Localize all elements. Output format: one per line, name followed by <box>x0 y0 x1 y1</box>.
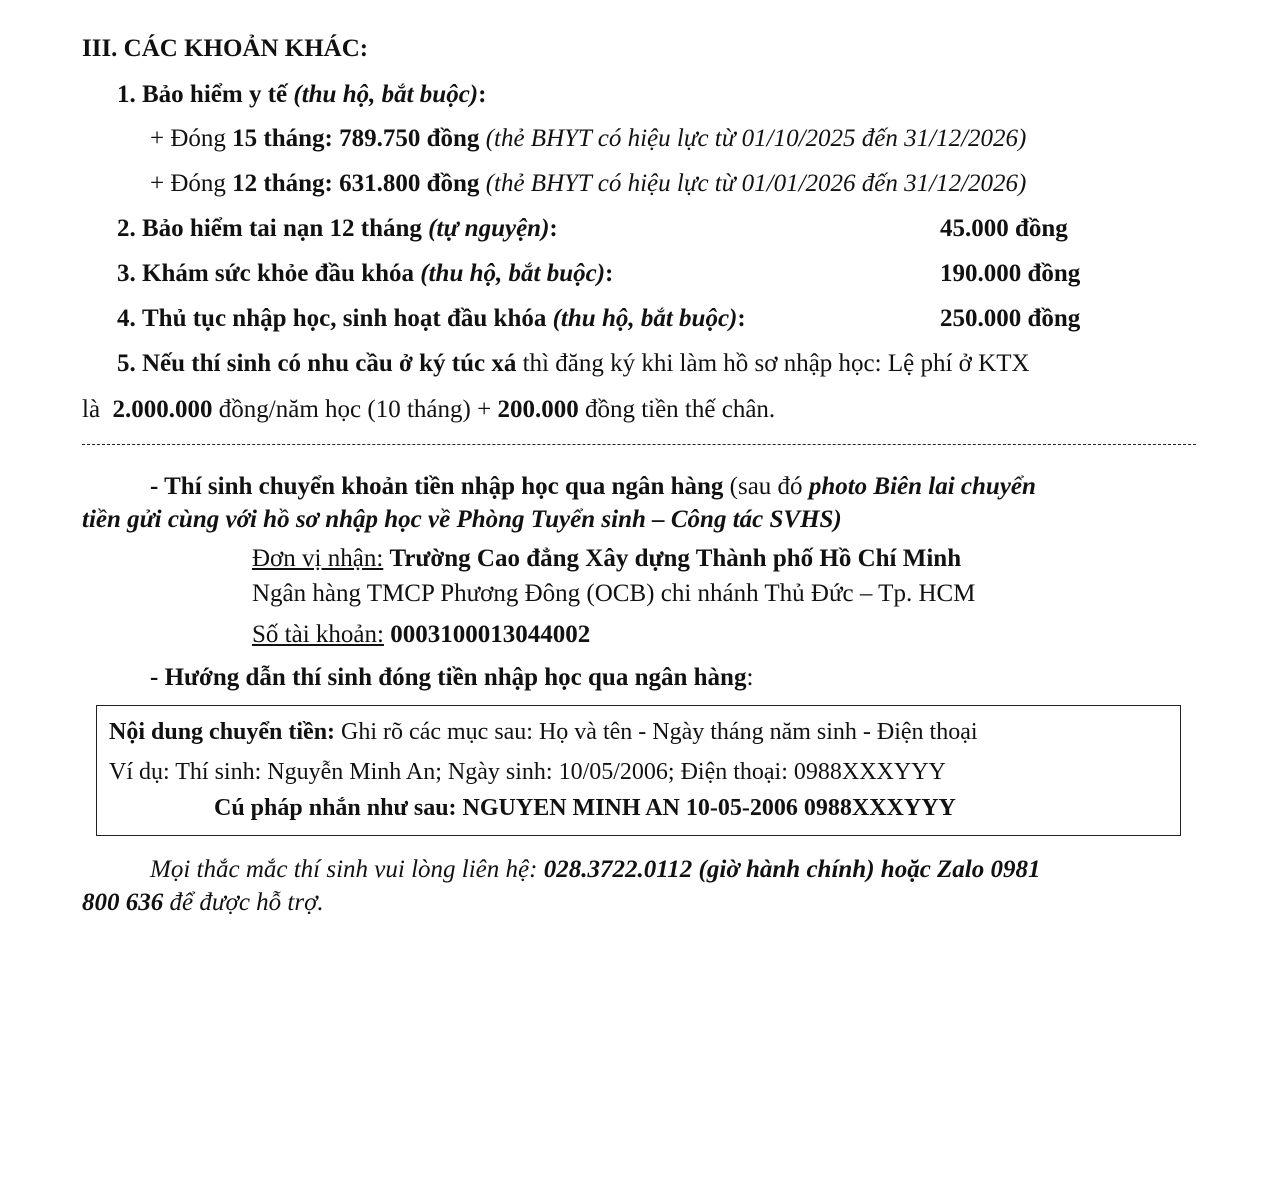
transfer-italic-1: photo Biên lai chuyển <box>808 473 1036 500</box>
item-5-line-1 <box>117 351 1030 376</box>
item-1-option-12 <box>150 171 1026 196</box>
item-2-heading <box>117 216 558 241</box>
contact-line-2 <box>82 890 324 915</box>
option-12-note: (thẻ BHYT có hiệu lực từ 01/01/2026 đến 31/12/2026) <box>485 170 1027 197</box>
item-5-line2-pre: là <box>82 396 101 423</box>
account-label: Số tài khoản: <box>252 621 384 648</box>
transfer-title: - Thí sinh chuyển khoản tiền nhập học qua ngân hàng <box>150 473 724 500</box>
contact-text: Mọi thắc mắc thí sinh vui lòng liên hệ: <box>150 856 538 883</box>
guide-colon: : <box>746 664 754 691</box>
contact-zalo-cont: 800 636 <box>82 889 164 916</box>
item-3-label: Khám sức khỏe đầu khóa <box>142 260 415 287</box>
item-2-number: 2. <box>117 215 136 242</box>
section-title: III. CÁC KHOẢN KHÁC: <box>82 35 369 62</box>
box-content-line <box>109 720 978 744</box>
option-15-amount: 789.750 đồng <box>339 125 480 152</box>
dorm-deposit: 200.000 <box>497 396 579 423</box>
item-5-line2-mid: đồng/năm học (10 tháng) + <box>218 396 492 423</box>
item-5-line-2 <box>82 397 775 422</box>
option-15-months: 15 tháng: <box>232 125 333 152</box>
item-1-option-15 <box>150 126 1026 151</box>
box-example: Ví dụ: Thí sinh: Nguyễn Minh An; Ngày sinh: 10/05/2006; Điện thoại: 0988XXXYYY <box>109 759 946 785</box>
item-3-note: (thu hộ, bắt buộc) <box>420 260 606 287</box>
item-2-colon: : <box>549 215 558 242</box>
contact-tail: để được hỗ trợ. <box>169 889 324 916</box>
transfer-line-1 <box>150 474 1036 499</box>
item-1-heading <box>117 82 486 107</box>
contact-line-1 <box>150 857 1041 882</box>
item-4-number: 4. <box>117 305 136 332</box>
option-15-note: (thẻ BHYT có hiệu lực từ 01/10/2025 đến 31/12/2026) <box>485 125 1027 152</box>
guide-title: - Hướng dẫn thí sinh đóng tiền nhập học qua ngân hàng <box>150 664 747 691</box>
item-1-note: (thu hộ, bắt buộc) <box>293 81 479 108</box>
box-content-label: Nội dung chuyển tiền: <box>109 719 336 745</box>
transfer-line-2: tiền gửi cùng với hồ sơ nhập học về Phòng Tuyển sinh – Công tác SVHS) <box>82 506 842 533</box>
item-2-label: Bảo hiểm tai nạn 12 tháng <box>142 215 422 242</box>
item-5-number: 5. <box>117 350 136 377</box>
item-3-amount: 190.000 đồng <box>940 260 1081 287</box>
item-5-line2-post: đồng tiền thế chân. <box>584 396 776 423</box>
option-12-months: 12 tháng: <box>232 170 333 197</box>
item-1-label: Bảo hiểm y tế <box>142 81 288 108</box>
contact-phone: 028.3722.0112 (giờ hành chính) hoặc Zalo 0981 <box>543 856 1041 883</box>
item-4-amount: 250.000 đồng <box>940 305 1081 332</box>
box-content-text: Ghi rõ các mục sau: Họ và tên - Ngày tháng năm sinh - Điện thoại <box>341 719 978 745</box>
guide-line <box>150 665 753 690</box>
recipient-line <box>252 546 961 571</box>
option-12-prefix: + Đóng <box>150 170 226 197</box>
recipient-name: Trường Cao đẳng Xây dựng Thành phố Hồ Chí Minh <box>389 545 962 572</box>
item-4-label: Thủ tục nhập học, sinh hoạt đầu khóa <box>142 305 547 332</box>
account-line <box>252 622 590 647</box>
item-1-colon: : <box>478 81 487 108</box>
item-3-number: 3. <box>117 260 136 287</box>
item-4-heading <box>117 306 746 331</box>
account-number: 0003100013044002 <box>390 621 591 648</box>
dashed-separator <box>82 444 1196 445</box>
transfer-paren: (sau đó <box>729 473 803 500</box>
item-5-bold-text: Nếu thí sinh có nhu cầu ở ký túc xá <box>142 350 517 377</box>
item-1-number: 1. <box>117 81 136 108</box>
bank-name: Ngân hàng TMCP Phương Đông (OCB) chi nhánh Thủ Đức – Tp. HCM <box>252 580 976 607</box>
transfer-content-box <box>96 705 1181 836</box>
item-2-note: (tự nguyện) <box>428 215 550 242</box>
item-3-heading <box>117 261 613 286</box>
item-3-colon: : <box>605 260 614 287</box>
option-15-prefix: + Đóng <box>150 125 226 152</box>
item-5-text: thì đăng ký khi làm hồ sơ nhập học: Lệ phí ở KTX <box>522 350 1030 377</box>
recipient-label: Đơn vị nhận: <box>252 545 384 572</box>
item-4-colon: : <box>737 305 746 332</box>
item-4-note: (thu hộ, bắt buộc) <box>552 305 738 332</box>
option-12-amount: 631.800 đồng <box>339 170 480 197</box>
box-syntax: Cú pháp nhắn như sau: NGUYEN MINH AN 10-05-2006 0988XXXYYY <box>214 795 956 821</box>
item-2-amount: 45.000 đồng <box>940 215 1068 242</box>
dorm-fee: 2.000.000 <box>112 396 213 423</box>
